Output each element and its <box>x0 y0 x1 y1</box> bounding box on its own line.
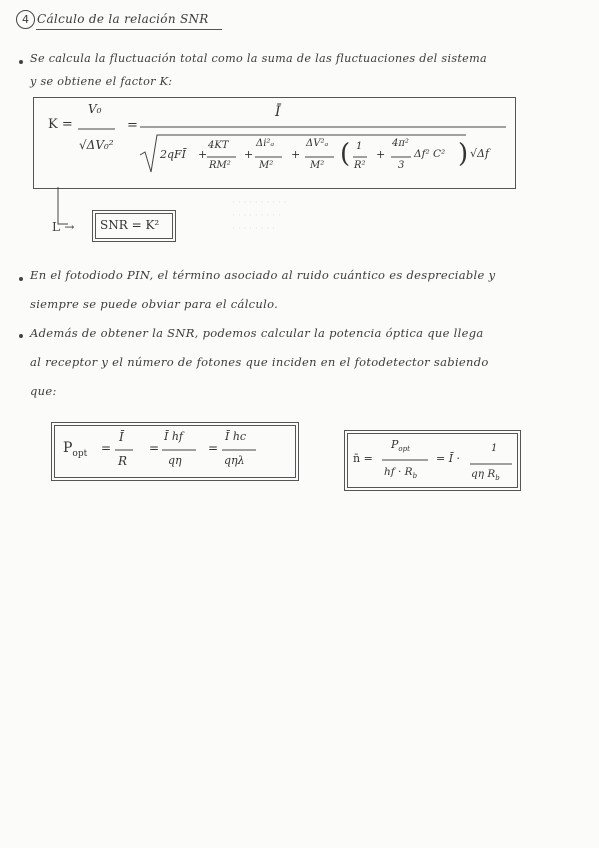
bleed-line: · · · · · · · · <box>232 224 275 234</box>
k-term1: 2qFĪ <box>160 148 187 161</box>
k-paren-open: ( <box>340 139 351 169</box>
bullet3-line1: Además de obtener la SNR, podemos calcular la potencia óptica que llega <box>30 326 484 340</box>
n-f1-den-main: hf · R <box>384 466 413 478</box>
paragraph1-line1: Se calcula la fluctuación total como la suma de las fluctuaciones del sistema <box>30 52 487 65</box>
snr-arrow: L → <box>52 220 75 234</box>
n-f2-den-main: qη R <box>471 468 496 480</box>
k-paren-term-num: 4π² <box>392 138 409 149</box>
n-f1-num-main: P <box>391 438 399 451</box>
popt-lhs-sub: opt <box>72 448 88 459</box>
n-mid: = Ī · <box>436 452 461 465</box>
bullet3-line2: al receptor y el número de fotones que inciden en el fotodetector sabiendo <box>30 355 489 369</box>
k-sqrt-df: √Δf <box>470 147 490 160</box>
k-radical <box>140 135 469 172</box>
n-f1-den-sub: b <box>412 472 418 481</box>
paragraph1-line2: y se obtiene el factor K: <box>30 75 173 88</box>
k-paren-term-den: 3 <box>398 160 405 171</box>
k-paren-plus: + <box>376 148 386 161</box>
k-paren-den: R² <box>354 160 366 171</box>
bleed-line: · · · · · · · · · · <box>232 198 287 208</box>
snr-formula: SNR = K² <box>100 218 160 232</box>
popt-f3-num: Ī hc <box>225 430 247 443</box>
popt-f2-den: qη <box>168 454 182 467</box>
popt-lhs-main: P <box>63 440 73 456</box>
bullet2-line1: En el fotodiodo PIN, el término asociado al ruido cuántico es despreciable y <box>30 268 496 282</box>
bullet3-line3: que: <box>30 384 57 398</box>
k-term3-num: Δi²ₐ <box>256 138 275 149</box>
n-f2-num: 1 <box>491 443 498 454</box>
k-term4-den: M² <box>310 160 325 171</box>
bullet2-line2: siempre se puede obviar para el cálculo. <box>30 297 279 311</box>
popt-f2-num: Ī hf <box>164 430 183 443</box>
k-vo: V₀ <box>88 102 102 116</box>
popt-eq-1: = <box>101 441 112 455</box>
popt-f1-num: Ī <box>119 430 124 444</box>
popt-eq-3: = <box>208 441 219 455</box>
bleed-line: · · · · · · · · · <box>232 211 281 221</box>
k-term4-num: ΔV²ₐ <box>306 138 329 149</box>
k-paren-tail: Δf² C² <box>414 148 446 160</box>
k-term2-den: RM² <box>209 160 231 171</box>
popt-eq-2: = <box>149 441 160 455</box>
popt-f1-den: R <box>118 454 128 468</box>
popt-f3-den: qηλ <box>224 454 245 467</box>
k-plus-1: + <box>198 148 208 161</box>
k-paren-num: 1 <box>356 141 363 152</box>
k-lhs: K = <box>48 117 73 132</box>
k-eq: = <box>127 118 138 133</box>
k-term2-num: 4KT <box>208 140 229 151</box>
k-numerator: Ī <box>275 104 281 120</box>
snr-connector <box>58 187 68 224</box>
k-sqrt-dv: √ΔV₀² <box>79 138 114 152</box>
n-f1-num-sub: opt <box>398 445 410 454</box>
k-plus-2: + <box>244 148 254 161</box>
n-lhs: n̄ = <box>353 452 373 465</box>
section-title: Cálculo de la relación SNR <box>37 12 209 26</box>
k-plus-3: + <box>291 148 301 161</box>
k-paren-close: ) <box>458 139 469 169</box>
k-term3-den: M² <box>259 160 274 171</box>
n-f2-den-sub: b <box>495 474 500 483</box>
section-number: 4 <box>16 10 35 29</box>
